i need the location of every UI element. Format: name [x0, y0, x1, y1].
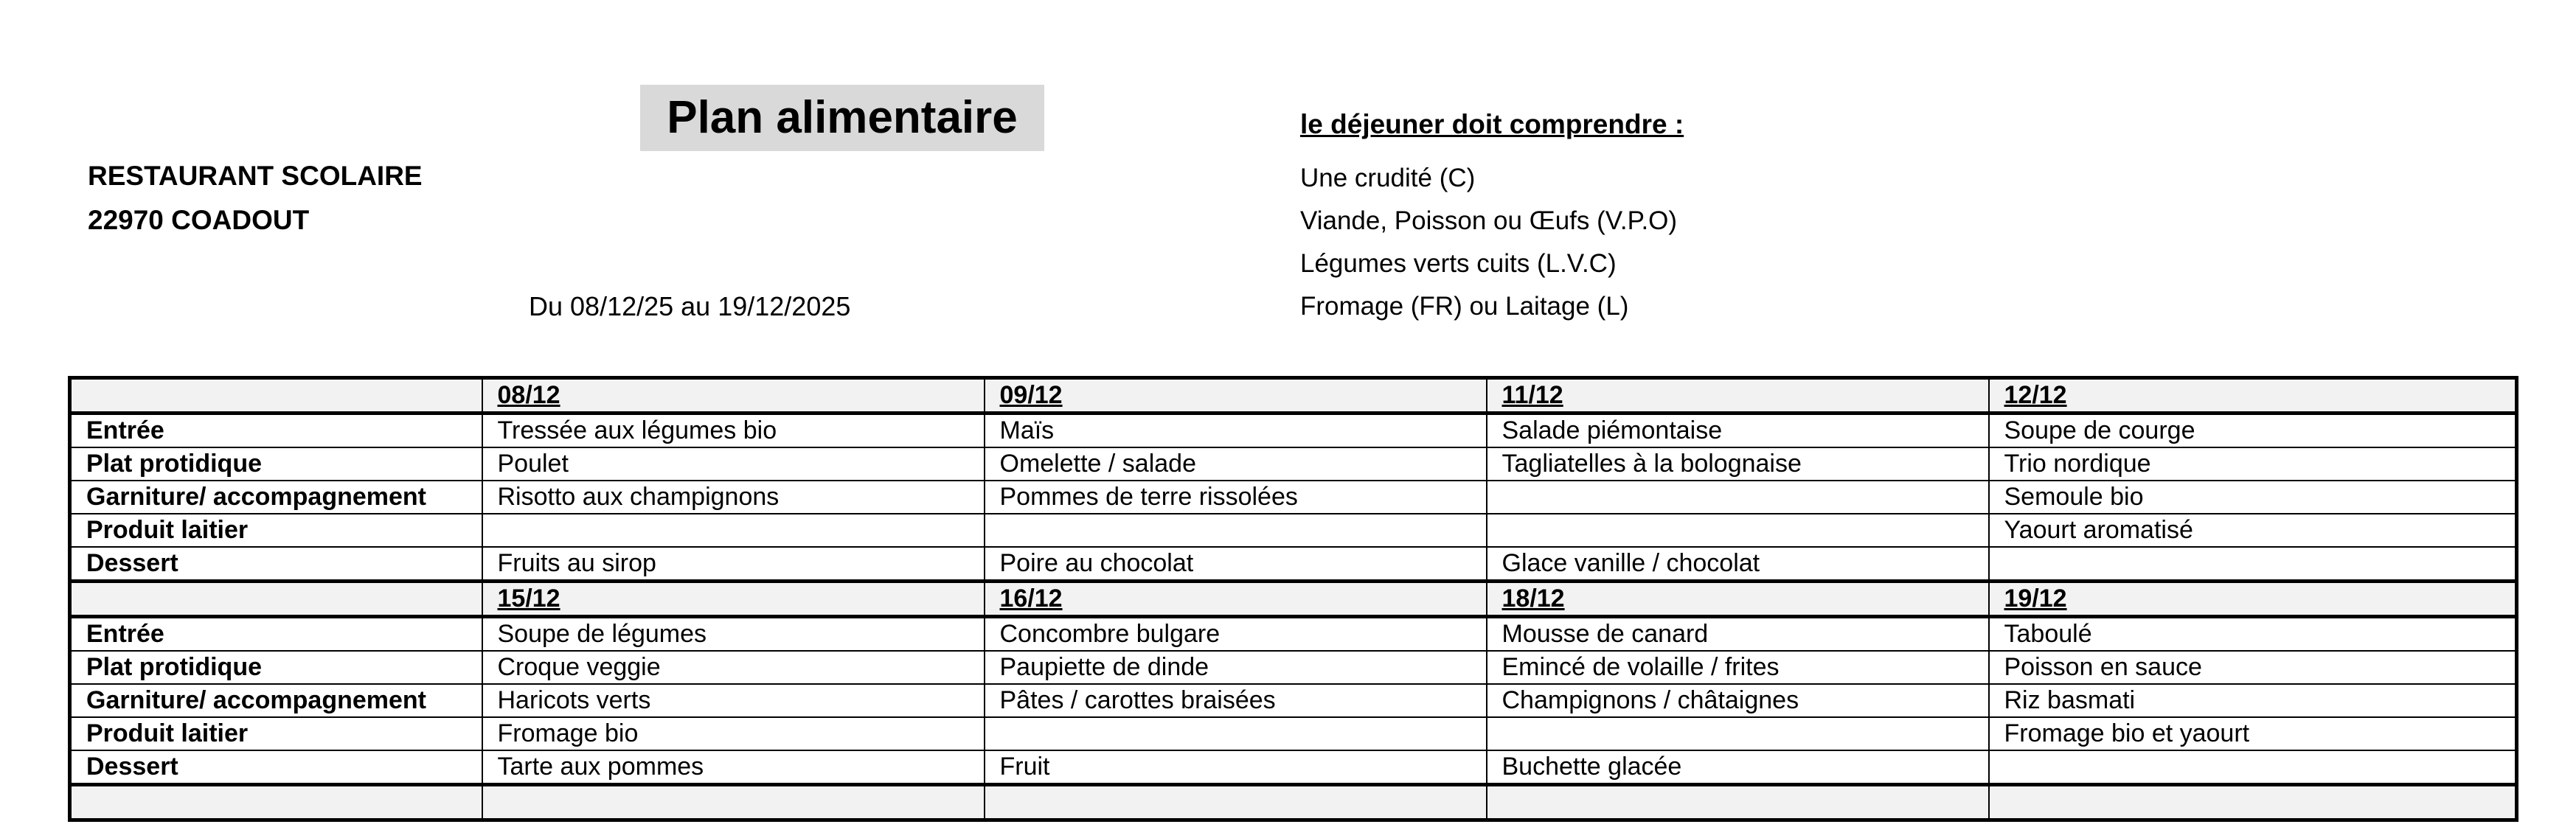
menu-cell: Trio nordique	[1989, 447, 2517, 481]
menu-cell: Riz basmati	[1989, 684, 2517, 717]
menu-cell: Fruits au sirop	[482, 547, 985, 582]
requirement-item: Légumes verts cuits (L.V.C)	[1300, 249, 1617, 278]
row-label: Plat protidique	[70, 651, 482, 684]
footer-blank-cell	[1989, 785, 2517, 820]
restaurant-address: 22970 COADOUT	[88, 205, 310, 235]
date-header: 09/12	[985, 378, 1487, 414]
menu-cell: Tagliatelles à la bolognaise	[1487, 447, 1989, 481]
row-label: Dessert	[70, 750, 482, 785]
requirement-item: Une crudité (C)	[1300, 164, 1476, 192]
footer-row	[70, 785, 2517, 820]
row-label: Entrée	[70, 617, 482, 652]
date-header: 18/12	[1487, 582, 1989, 617]
menu-cell: Poulet	[482, 447, 985, 481]
menu-cell: Taboulé	[1989, 617, 2517, 652]
menu-cell	[985, 717, 1487, 750]
page-title: Plan alimentaire	[640, 85, 1044, 151]
menu-cell: Salade piémontaise	[1487, 414, 1989, 448]
menu-cell: Emincé de volaille / frites	[1487, 651, 1989, 684]
menu-cell: Buchette glacée	[1487, 750, 1989, 785]
date-header-row	[70, 378, 2517, 414]
row-label: Produit laitier	[70, 717, 482, 750]
menu-cell: Omelette / salade	[985, 447, 1487, 481]
menu-cell	[1487, 481, 1989, 514]
requirement-item: Fromage (FR) ou Laitage (L)	[1300, 292, 1629, 321]
header-blank-cell	[70, 378, 482, 414]
date-header: 12/12	[1989, 378, 2517, 414]
table-row	[70, 617, 2517, 652]
menu-cell: Haricots verts	[482, 684, 985, 717]
menu-cell: Maïs	[985, 414, 1487, 448]
menu-cell: Soupe de légumes	[482, 617, 985, 652]
row-label: Dessert	[70, 547, 482, 582]
date-header: 16/12	[985, 582, 1487, 617]
menu-cell: Yaourt aromatisé	[1989, 514, 2517, 547]
table-row	[70, 547, 2517, 582]
table-row	[70, 750, 2517, 785]
row-label: Garniture/ accompagnement	[70, 684, 482, 717]
date-header: 19/12	[1989, 582, 2517, 617]
menu-cell: Tarte aux pommes	[482, 750, 985, 785]
date-header: 11/12	[1487, 378, 1989, 414]
menu-cell: Poisson en sauce	[1989, 651, 2517, 684]
row-label: Plat protidique	[70, 447, 482, 481]
menu-cell	[1989, 547, 2517, 582]
date-header: 15/12	[482, 582, 985, 617]
menu-cell: Glace vanille / chocolat	[1487, 547, 1989, 582]
row-label: Entrée	[70, 414, 482, 448]
menu-cell: Paupiette de dinde	[985, 651, 1487, 684]
table-row	[70, 717, 2517, 750]
menu-cell	[1487, 717, 1989, 750]
footer-blank-cell	[70, 785, 482, 820]
table-row	[70, 414, 2517, 448]
menu-cell	[1989, 750, 2517, 785]
menu-cell: Champignons / châtaignes	[1487, 684, 1989, 717]
header-blank-cell	[70, 582, 482, 617]
menu-cell: Soupe de courge	[1989, 414, 2517, 448]
table-row	[70, 684, 2517, 717]
menu-cell	[482, 514, 985, 547]
period: Du 08/12/25 au 19/12/2025	[529, 291, 851, 321]
requirement-item: Viande, Poisson ou Œufs (V.P.O)	[1300, 206, 1678, 235]
date-header-row	[70, 582, 2517, 617]
menu-cell: Croque veggie	[482, 651, 985, 684]
menu-cell: Pâtes / carottes braisées	[985, 684, 1487, 717]
table-row	[70, 651, 2517, 684]
menu-cell: Tressée aux légumes bio	[482, 414, 985, 448]
restaurant-name: RESTAURANT SCOLAIRE	[88, 161, 423, 191]
table-row	[70, 514, 2517, 547]
menu-cell: Concombre bulgare	[985, 617, 1487, 652]
menu-cell: Risotto aux champignons	[482, 481, 985, 514]
menu-cell: Mousse de canard	[1487, 617, 1989, 652]
table-row	[70, 481, 2517, 514]
footer-blank-cell	[482, 785, 985, 820]
menu-cell: Pommes de terre rissolées	[985, 481, 1487, 514]
date-header: 08/12	[482, 378, 985, 414]
menu-cell: Fromage bio et yaourt	[1989, 717, 2517, 750]
footer-blank-cell	[985, 785, 1487, 820]
table-row	[70, 447, 2517, 481]
menu-cell	[985, 514, 1487, 547]
footer-blank-cell	[1487, 785, 1989, 820]
menu-cell: Fromage bio	[482, 717, 985, 750]
menu-cell: Semoule bio	[1989, 481, 2517, 514]
menu-cell: Poire au chocolat	[985, 547, 1487, 582]
menu-table	[68, 376, 2518, 822]
row-label: Garniture/ accompagnement	[70, 481, 482, 514]
menu-cell: Fruit	[985, 750, 1487, 785]
menu-cell	[1487, 514, 1989, 547]
requirements-heading: le déjeuner doit comprendre :	[1300, 109, 1684, 139]
row-label: Produit laitier	[70, 514, 482, 547]
